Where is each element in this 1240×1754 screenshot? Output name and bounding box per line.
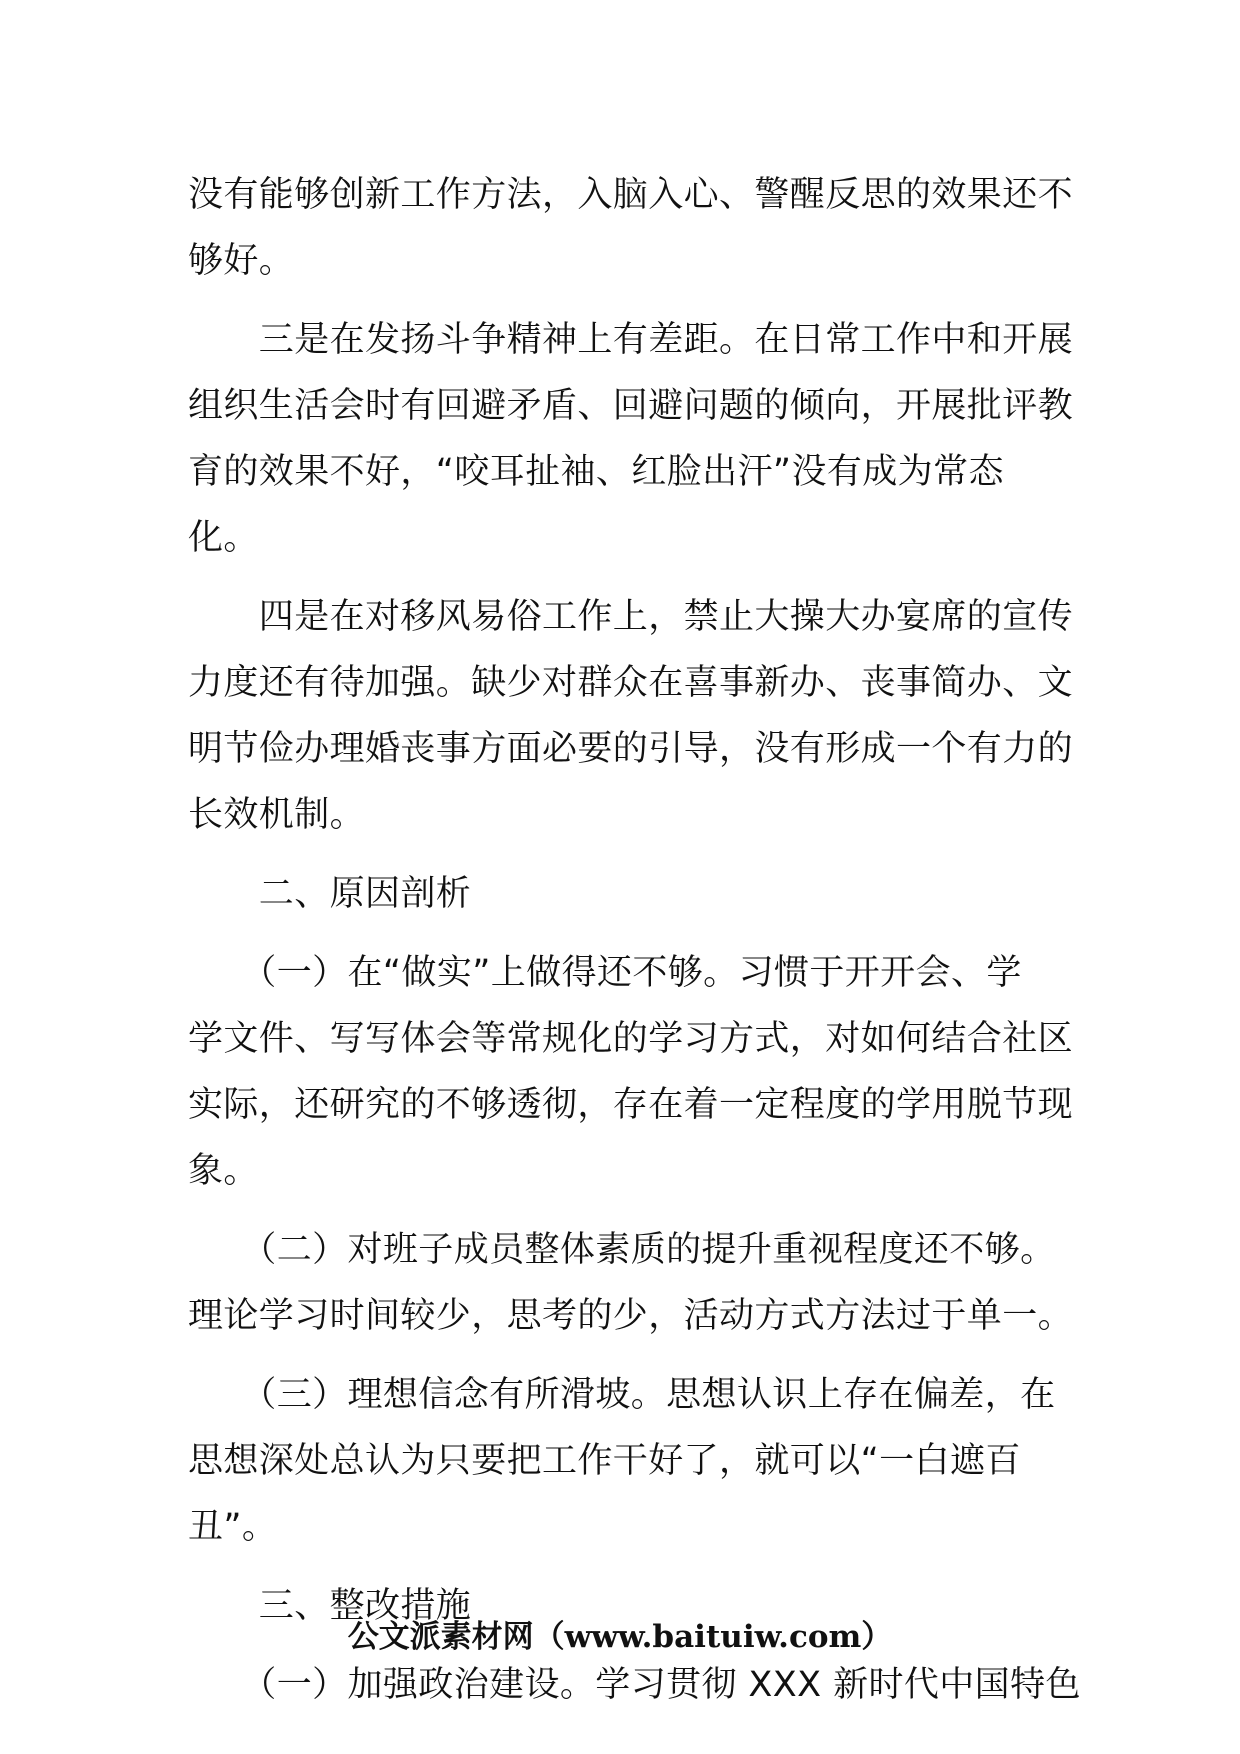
text-line: 学文件、写写体会等常规化的学习方式，对如何结合社区 [188,1019,1074,1059]
text-line: （一）加强政治建设。学习贯彻 XXX 新时代中国特色 [188,1665,1081,1705]
text-line: （二）对班子成员整体素质的提升重视程度还不够。 [188,1230,1056,1270]
paragraph [188,584,1074,848]
text-line: 实际，还研究的不够透彻，存在着一定程度的学用脱节现 [188,1085,1074,1125]
text-line: 理论学习时间较少，思考的少，活动方式方法过于单一。 [188,1296,1074,1336]
text-line: 三、整改措施 [188,1586,472,1626]
text-line: 长效机制。 [188,795,366,835]
paragraph [188,1362,1058,1560]
text-line: 三是在发扬斗争精神上有差距。在日常工作中和开展 [188,320,1074,360]
text-line: 育的效果不好，“咬耳扯袖、红脸出汗”没有成为常态 [188,452,1004,492]
text-line: 思想深处总认为只要把工作干好了，就可以“一白遮百 [188,1441,1021,1481]
text-line: 没有能够创新工作方法，入脑入心、警醒反思的效果还不 [188,175,1074,215]
text-line: 象。 [188,1151,259,1191]
footer-source: 公文派素材网（www.baituiw.com） [347,1619,893,1655]
paragraph [188,162,1074,294]
text-line: 化。 [188,518,259,558]
text-line: 组织生活会时有回避矛盾、回避问题的倾向，开展批评教 [188,386,1074,426]
text-line: 明节俭办理婚丧事方面必要的引导，没有形成一个有力的 [188,729,1074,769]
text-line: 够好。 [188,241,295,281]
text-line: （三）理想信念有所滑坡。思想认识上存在偏差，在 [188,1375,1056,1415]
text-line: 丑”。 [188,1507,278,1547]
section-heading [188,861,1058,927]
document-body [188,162,1081,1718]
paragraph [188,1217,1074,1349]
text-line: 四是在对移风易俗工作上，禁止大操大办宴席的宣传 [188,597,1074,637]
text-line: 力度还有待加强。缺少对群众在喜事新办、丧事简办、文 [188,663,1074,703]
paragraph [188,307,1074,571]
text-line: 二、原因剖析 [188,874,472,914]
paragraph [188,940,1074,1204]
text-line: （一）在“做实”上做得还不够。习惯于开开会、学 [188,953,1022,993]
